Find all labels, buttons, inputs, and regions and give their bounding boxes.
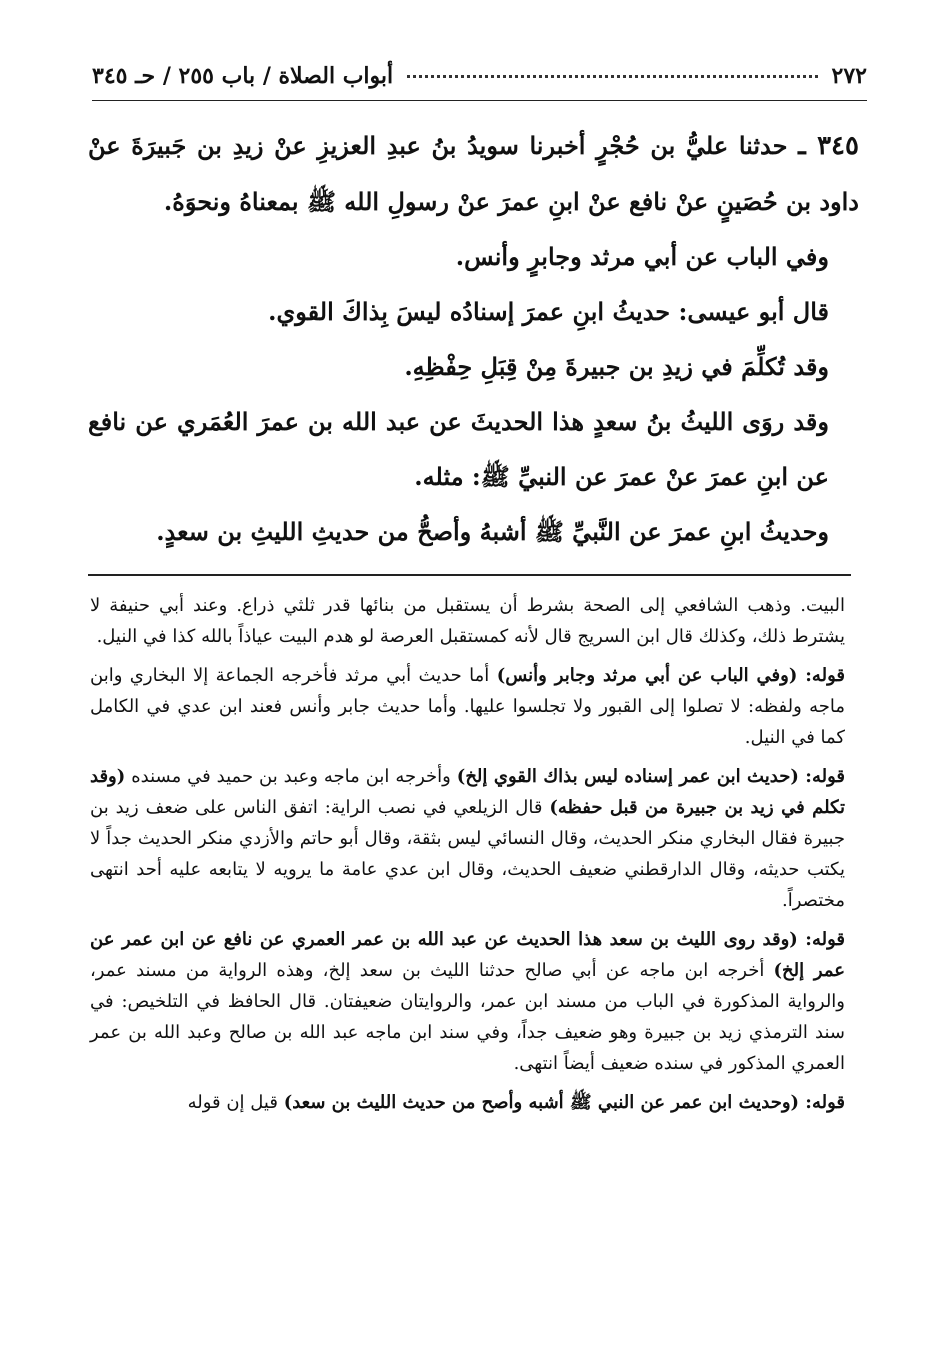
commentary-paragraph [90, 924, 845, 1079]
commentary-text: قال الزيلعي في نصب الراية: اتفق الناس على ضعف زيد بن جبيرة فقال البخاري منكر الحديث، وقال النسائي ليس بثقة، وقال أبو حاتم والأزدي منكر الحديث جداً لا يكتب حديثه، وقال الدارقطني ضعيف الحديث، وقال ابن عدي عامة ما يرويه لا يتابعه عليه أحد انتهى مختصراً. [90, 797, 845, 911]
commentary-quote: قوله: (حديث ابن عمر إسناده ليس بذاك القوي إلخ) [456, 766, 845, 787]
commentary-quote: قوله: (وقد روى الليث بن سعد هذا الحديث عن عبد الله بن عمر العمري عن نافع عن ابن عمر عن عمر إلخ) [90, 929, 845, 981]
commentary-text: أما حديث أبي مرثد فأخرجه الجماعة إلا البخاري وابن ماجه ولفظه: لا تصلوا إلى القبور ولا تجلسوا عليها. وأما حديث جابر وأنس فعند ابن عدي في الكامل كما في النيل. [90, 665, 845, 748]
page-header [92, 56, 867, 96]
running-title: أبواب الصلاة / باب ٢٥٥ / حـ ٣٤٥ [92, 63, 394, 89]
header-rule [92, 100, 867, 101]
commentary-quote: قوله: (وحديث ابن عمر عن النبي ﷺ أشبه وأصح من حديث الليث بن سعد) [283, 1092, 845, 1113]
hadith-paragraph [88, 118, 859, 229]
commentary-text: وأخرجه ابن ماجه وعبد بن حميد في مسنده [131, 766, 451, 787]
narrator-criticism: وقد تُكلِّمَ في زيدِ بن جبيرةَ مِنْ قِبَلِ حِفْظِهِ. [404, 352, 829, 381]
footnote-separator [88, 574, 851, 576]
page-number: ٢٧٢ [831, 63, 867, 89]
commentary-paragraph [90, 1087, 845, 1118]
commentary-quote: قوله: (وفي الباب عن أبي مرثد وجابر وأنس) [496, 665, 845, 686]
tirmidhi-comment: قال أبو عيسى: حديثُ ابنِ عمرَ إسنادُه ليسَ بِذاكَ القوي. [268, 297, 829, 326]
commentary-paragraph [90, 590, 845, 652]
commentary-text: أخرجه ابن ماجه عن أبي صالح حدثنا الليث بن سعد إلخ، وهذه الرواية من مسند عمر، والرواية المذكورة في الباب من مسند ابن عمر، والروايتان ضعيفتان. قال الحافظ في التلخيص: في سند الترمذي زيد بن جبيرة وهو ضعيف جداً، وفي سند ابن ماجه عبد الله بن صالح وعبد الله بن عمر العمري المذكور في سنده ضعيف أيضاً انتهى. [90, 960, 845, 1074]
hadith-text: حدثنا عليُّ بن حُجْرٍ أخبرنا سويدُ بنُ عبدِ العزيزِ عنْ زيدِ بن جَبيرَةَ عنْ داود بن حُصَينٍ عنْ نافع عنْ ابنِ عمرَ عنْ رسولِ الله ﷺ بمعناهُ ونحوَهُ. [88, 131, 859, 216]
header-dots [407, 75, 817, 78]
commentary-text: قيل إن قوله [187, 1092, 278, 1113]
commentary-paragraph [90, 761, 845, 916]
commentary-text: البيت. وذهب الشافعي إلى الصحة بشرط أن يستقبل من بنائها قدر ثلثي ذراع. وعند أبي حنيفة لا يشترط ذلك، وكذلك قال ابن السريج قال لأنه كمستقبل العرصة لو هدم البيت عياذاً بالله كذا في النيل. [90, 595, 845, 647]
commentary-quote: (وقد تكلم في زيد بن جبيرة من قبل حفظه) [90, 766, 845, 818]
main-text [88, 118, 859, 559]
conclusion-text: وحديثُ ابنِ عمرَ عن النَّبيِّ ﷺ أشبهُ وأصحُّ من حديثِ الليثِ بن سعدٍ. [156, 517, 829, 546]
commentary-paragraph [90, 660, 845, 753]
chapter-note: وفي الباب عن أبي مرثد وجابرٍ وأنس. [455, 242, 829, 271]
alternate-narration: وقد روَى الليثُ بنُ سعدٍ هذا الحديثَ عن عبد الله بن عمرَ العُمَري عن نافع عن ابنِ عمرَ عنْ عمرَ عن النبيِّ ﷺ: مثله. [88, 407, 829, 491]
commentary [90, 590, 845, 1126]
hadith-number: ٣٤٥ ـ [798, 131, 859, 161]
